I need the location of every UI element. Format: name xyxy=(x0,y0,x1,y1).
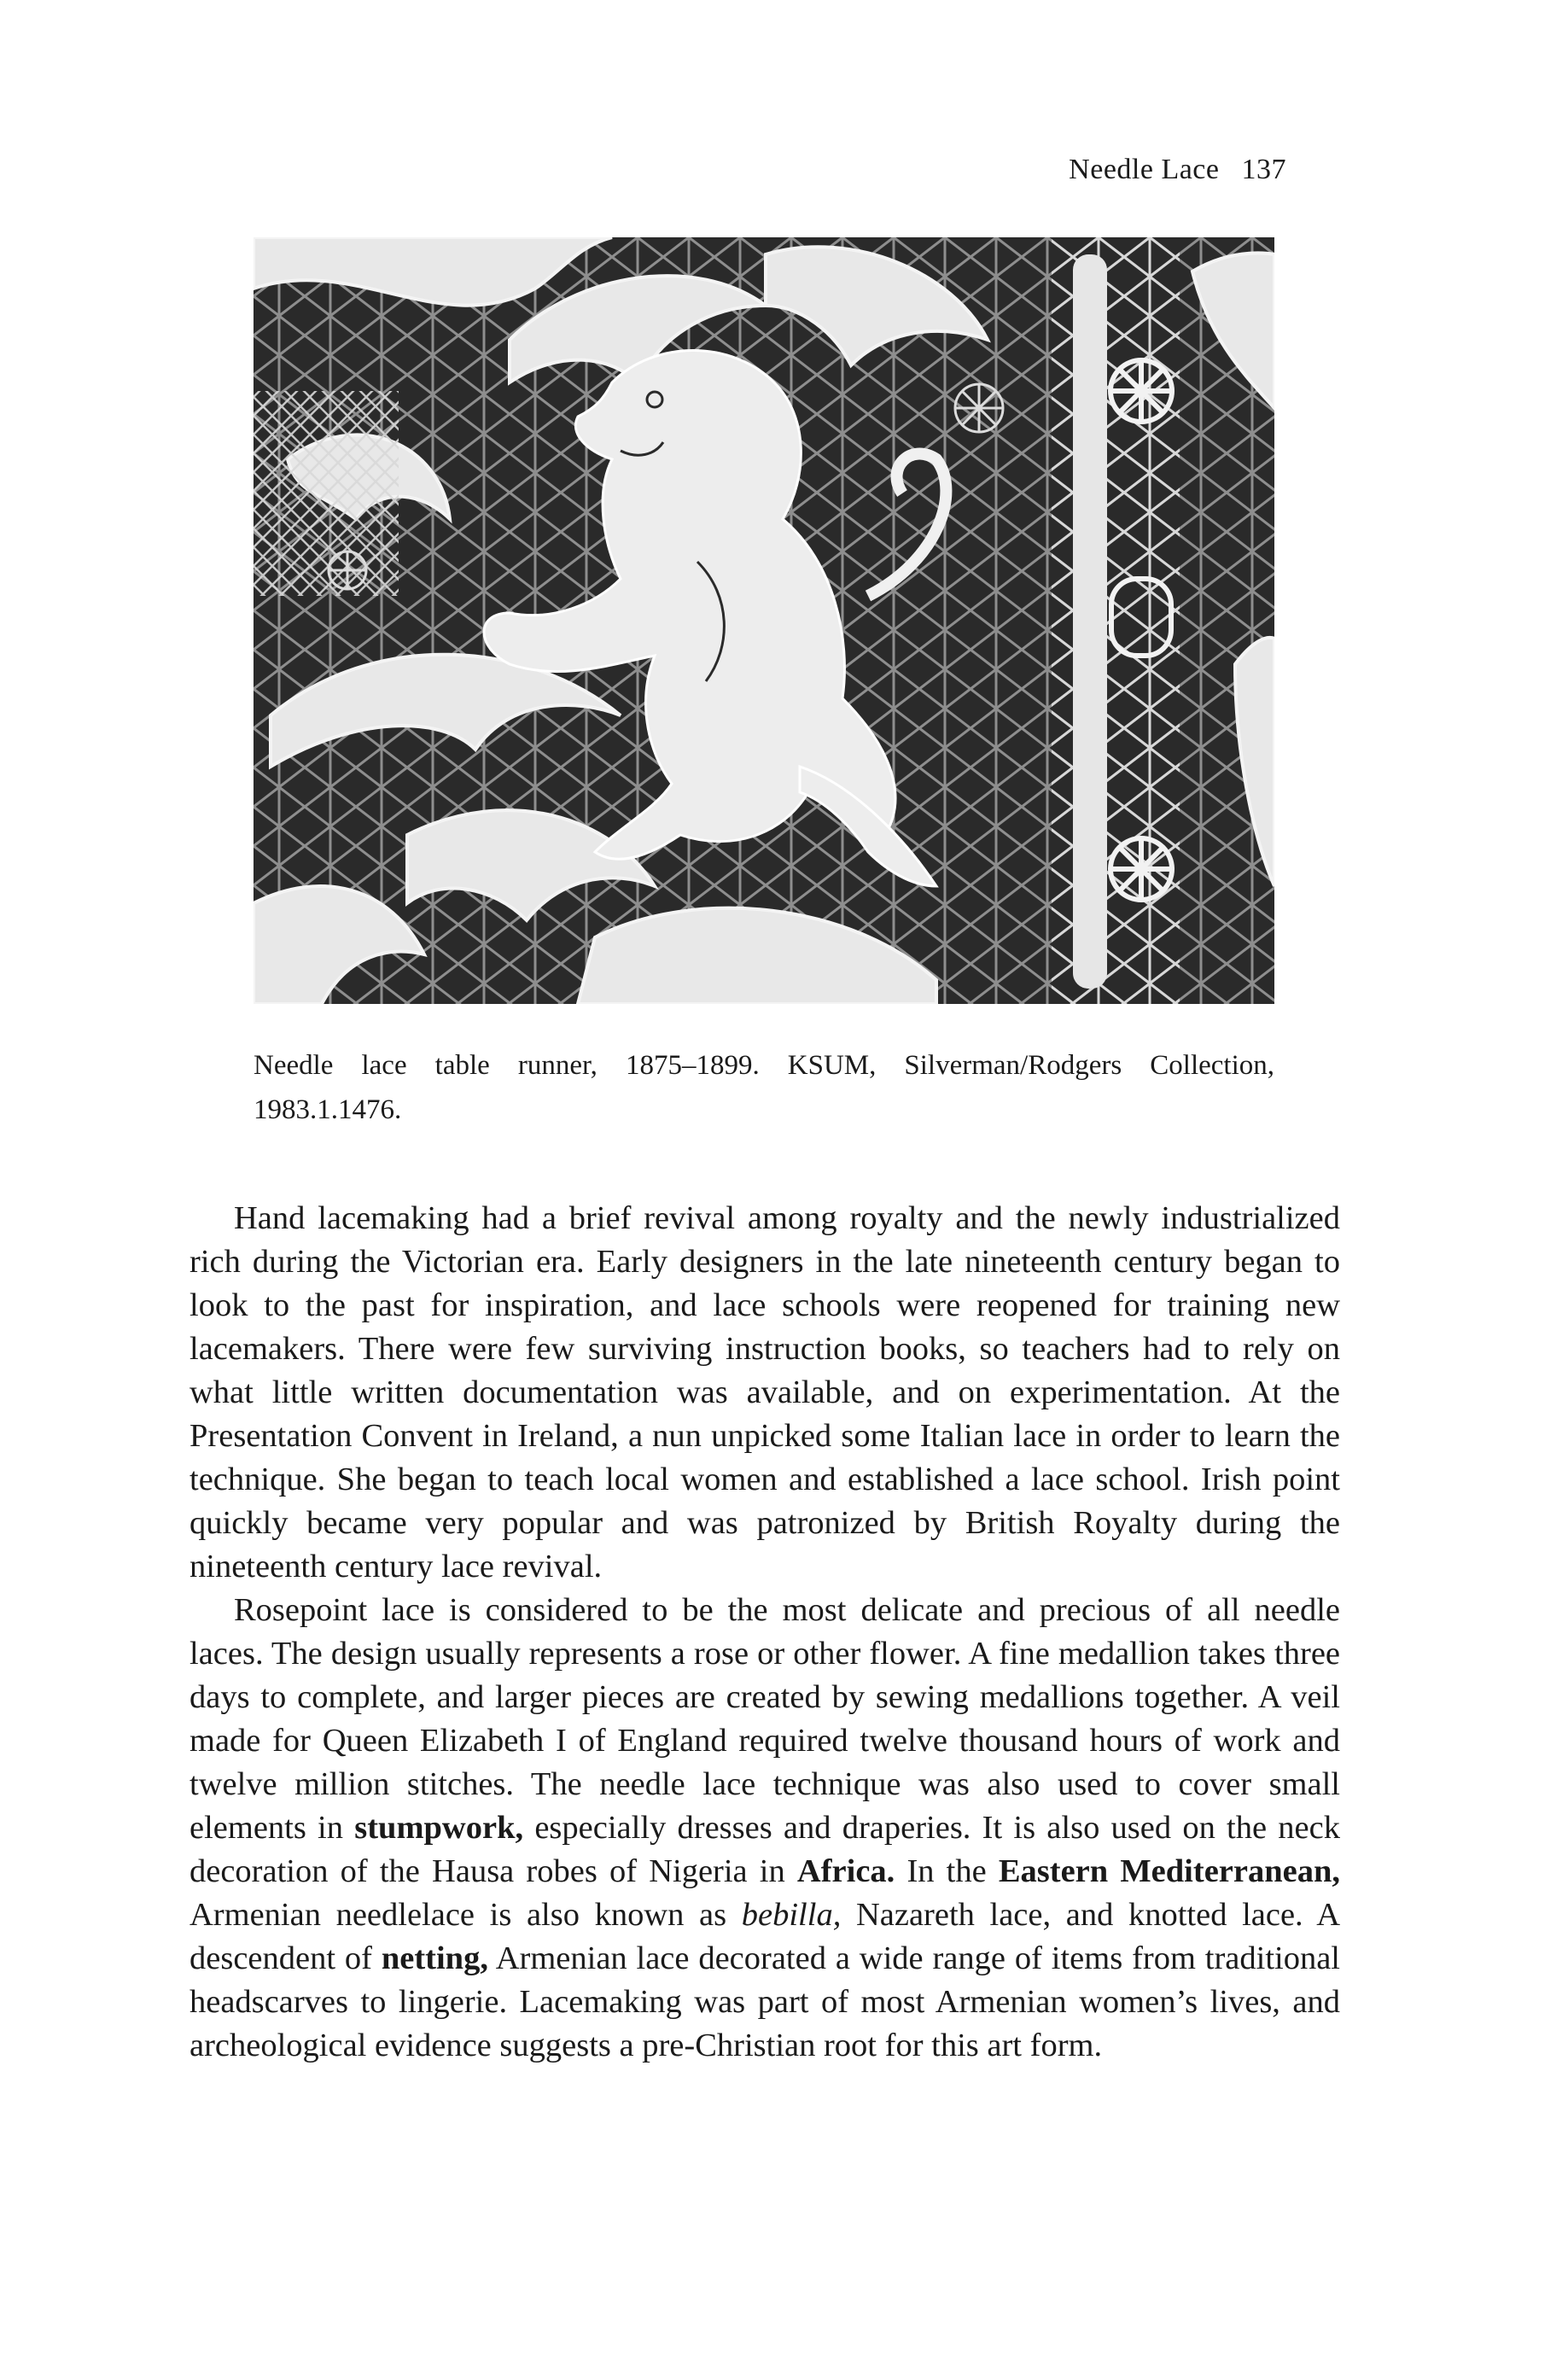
bold-term: stumpwork, xyxy=(354,1810,524,1846)
text-run: Rosepoint lace is considered to be the most delicate and precious of all needle laces. The design usually represents a rose or other flower. A fine medallion takes three days to complete, and larger pieces are created by sewing medallions together. A veil made for Queen Elizabeth I of England required twelve thousand hours of work and twelve million stitches. The needle lace technique was also used to cover small elements in xyxy=(189,1592,1340,1846)
lace-photograph-drawing xyxy=(254,237,1274,1004)
body-text xyxy=(189,1197,1340,2068)
text-run: Armenian needlelace is also known as xyxy=(189,1897,742,1933)
text-run: Armenian lace decorated a wide range of items from traditional headscarves to lingerie. Lacemaking was part of most Armenian women’s lives, and archeological evidence suggests a pre-Christian root for this art form. xyxy=(189,1940,1341,2063)
text-run: Nazareth lace, and knotted lace. A descendent of xyxy=(189,1897,1340,1976)
page-number: 137 xyxy=(1241,154,1286,185)
figure-caption: Needle lace table runner, 1875–1899. KSUM, Silverman/Rodgers Collection, 1983.1.1476. xyxy=(254,1050,1274,1125)
lace-photograph xyxy=(254,237,1274,1004)
running-title: Needle Lace xyxy=(1069,154,1220,185)
running-head xyxy=(1069,154,1286,186)
text-run: Hand lacemaking had a brief revival among royalty and the newly industrialized rich during the Victorian era. Early designers in the late nineteenth century began to look to the past for inspiration, and lace schools were reopened for training new lacemakers. There were few surviving instruction books, so teachers had to rely on what little written documentation was available, and on experimentation. At the Presentation Convent in Ireland, a nun unpicked some Italian lace in order to learn the technique. She began to teach local women and established a lace school. Irish point quickly became very popular and was patronized by British Royalty during the nineteenth century lace revival. xyxy=(189,1200,1340,1584)
text-run: In the xyxy=(895,1853,999,1889)
text-run: especially dresses and draperies. It is also used on the neck decoration of the Hausa robes of Nigeria in xyxy=(189,1810,1340,1889)
bold-term: netting, xyxy=(381,1940,488,1976)
paragraph xyxy=(189,1589,1340,2068)
bold-term: Africa. xyxy=(796,1853,895,1889)
italic-term: bebilla, xyxy=(741,1897,842,1933)
bold-term: Eastern Mediterranean, xyxy=(998,1853,1340,1889)
paragraph xyxy=(189,1197,1340,1589)
